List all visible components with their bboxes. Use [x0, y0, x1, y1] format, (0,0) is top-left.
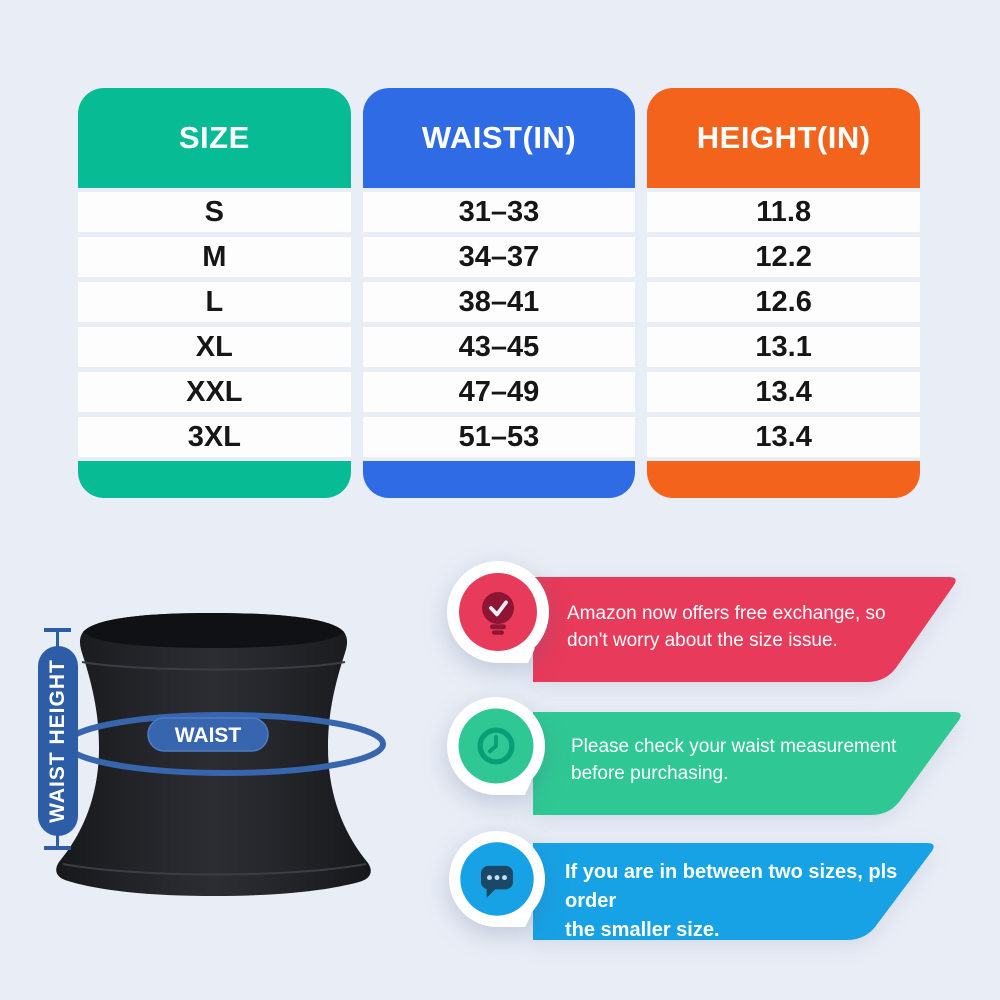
waist-column-footer-bar	[363, 461, 636, 498]
waist-column-header: WAIST(IN)	[363, 88, 636, 188]
table-cell-waist: 51–53	[363, 417, 636, 457]
height-column-header: HEIGHT(IN)	[647, 88, 920, 188]
callout-line: before purchasing.	[571, 763, 729, 784]
callout-line: Amazon now offers free exchange, so	[567, 603, 886, 624]
table-cell-height: 13.4	[647, 417, 920, 457]
table-cell-size: 3XL	[78, 417, 351, 457]
callout-line: Please check your waist measurement	[571, 736, 897, 757]
size-column-footer-bar	[78, 461, 351, 498]
size-column	[78, 88, 351, 498]
callout-text-between-sizes	[565, 858, 945, 945]
callout-line: the smaller size.	[565, 919, 720, 941]
table-cell-waist: 47–49	[363, 372, 636, 412]
chat-dots-icon	[449, 831, 545, 927]
waist-tag-label: WAIST	[174, 724, 242, 747]
table-cell-height: 13.1	[647, 327, 920, 367]
clock-icon	[447, 697, 545, 795]
table-cell-size: M	[78, 237, 351, 277]
waist-height-tag-pill	[38, 646, 78, 836]
table-cell-size: XXL	[78, 372, 351, 412]
table-cell-waist: 43–45	[363, 327, 636, 367]
waist-trainer-rim	[83, 613, 344, 648]
table-cell-height: 13.4	[647, 372, 920, 412]
table-cell-height: 12.6	[647, 282, 920, 322]
table-cell-waist: 31–33	[363, 192, 636, 232]
waist-trainer-body	[56, 613, 371, 896]
table-cell-waist: 34–37	[363, 237, 636, 277]
waist-column	[363, 88, 636, 498]
waist-trainer-illustration	[40, 600, 410, 905]
table-cell-height: 11.8	[647, 192, 920, 232]
callout-line: don't worry about the size issue.	[567, 630, 838, 651]
height-column	[647, 88, 920, 498]
size-table	[78, 88, 920, 498]
table-cell-size: L	[78, 282, 351, 322]
size-column-header: SIZE	[78, 88, 351, 188]
callout-text-measure	[571, 733, 951, 787]
callout-line: If you are in between two sizes, pls order	[565, 861, 898, 912]
table-cell-size: S	[78, 192, 351, 232]
callout-text-exchange	[567, 600, 947, 654]
waist-height-tag-label: WAIST HEIGHT	[46, 659, 69, 823]
lightbulb-check-icon	[447, 561, 549, 663]
table-cell-size: XL	[78, 327, 351, 367]
height-dimension-cap-bottom	[44, 846, 71, 850]
table-cell-waist: 38–41	[363, 282, 636, 322]
height-column-footer-bar	[647, 461, 920, 498]
table-cell-height: 12.2	[647, 237, 920, 277]
